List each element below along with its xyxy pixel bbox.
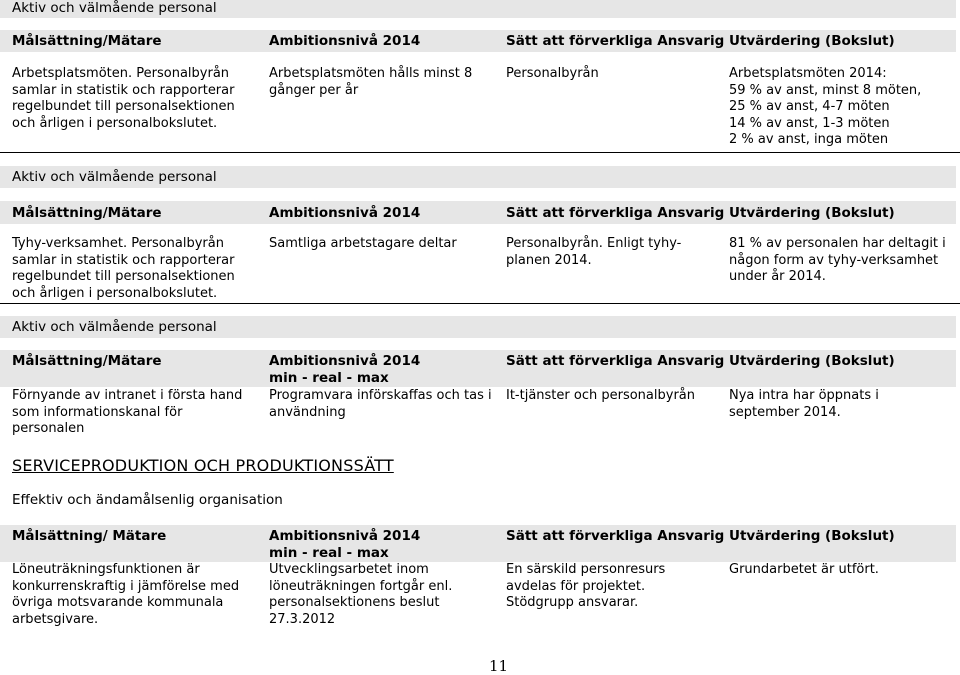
ambition-line: personalsektionens beslut <box>269 595 440 610</box>
row-goal: Arbetsplatsmöten. Personalbyrån samlar in statistik och rapporterar regelbundet till personalsektionen och årligen i personalbokslutet. <box>12 66 235 131</box>
row-eval <box>729 66 954 149</box>
section-title: Aktiv och välmående personal <box>12 169 217 185</box>
eval-line: 59 % av anst, minst 8 möten, <box>729 82 922 98</box>
eval-line: 25 % av anst, 4-7 möten <box>729 99 890 114</box>
header-ambition: Ambitionsnivå 2014 <box>269 528 421 544</box>
header-goal: Målsättning/Mätare <box>12 33 162 49</box>
header-eval: Utvärdering (Bokslut) <box>729 205 895 221</box>
page-title: SERVICEPRODUKTION OCH PRODUKTIONSSÄTT <box>12 456 394 475</box>
divider <box>0 152 960 153</box>
header-eval: Utvärdering (Bokslut) <box>729 353 895 369</box>
header-how: Sätt att förverkliga Ansvarig <box>506 353 725 369</box>
row-how: Personalbyrån <box>506 66 599 81</box>
section-title: Aktiv och välmående personal <box>12 319 217 335</box>
page-number: 11 <box>489 657 509 675</box>
ambition-line: 27.3.2012 <box>269 611 336 627</box>
section-subtitle: Effektiv och ändamålsenlig organisation <box>12 492 283 508</box>
header-eval: Utvärdering (Bokslut) <box>729 528 895 544</box>
row-eval: Nya intra har öppnats i september 2014. <box>729 388 879 420</box>
header-ambition: Ambitionsnivå 2014 <box>269 205 421 221</box>
eval-line: Arbetsplatsmöten 2014: <box>729 66 887 81</box>
row-eval: Grundarbetet är utfört. <box>729 562 879 577</box>
row-how: It-tjänster och personalbyrån <box>506 388 695 403</box>
row-how: En särskild personresurs avdelas för projektet. Stödgrupp ansvarar. <box>506 562 666 610</box>
row-goal: Tyhy-verksamhet. Personalbyrån samlar in statistik och rapporterar regelbundet till personalsektionen och årligen i personalbokslutet. <box>12 236 235 301</box>
header-goal: Målsättning/Mätare <box>12 353 162 369</box>
divider <box>0 303 960 304</box>
row-eval: 81 % av personalen har deltagit i någon form av tyhy-verksamhet under år 2014. <box>729 236 946 284</box>
row-goal: Löneuträkningsfunktionen är konkurrenskraftig i jämförelse med övriga motsvarande kommunala arbetsgivare. <box>12 562 240 627</box>
header-ambition: Ambitionsnivå 2014 <box>269 353 421 369</box>
section-title: Aktiv och välmående personal <box>12 0 217 16</box>
header-how: Sätt att förverkliga Ansvarig <box>506 205 725 221</box>
header-ambition-sub: min - real - max <box>269 370 389 386</box>
header-eval: Utvärdering (Bokslut) <box>729 33 895 49</box>
row-how: Personalbyrån. Enligt tyhy-planen 2014. <box>506 236 682 268</box>
header-how: Sätt att förverkliga Ansvarig <box>506 528 725 544</box>
header-ambition: Ambitionsnivå 2014 <box>269 33 421 49</box>
row-ambition <box>269 562 494 628</box>
header-ambition-sub: min - real - max <box>269 545 389 561</box>
row-ambition: Samtliga arbetstagare deltar <box>269 236 457 251</box>
row-ambition: Arbetsplatsmöten hålls minst 8 gånger per år <box>269 66 473 98</box>
header-goal: Målsättning/ Mätare <box>12 528 167 544</box>
header-goal: Målsättning/Mätare <box>12 205 162 221</box>
ambition-line: Utvecklingsarbetet inom löneuträkningen fortgår enl. <box>269 562 453 594</box>
eval-line: 14 % av anst, 1-3 möten <box>729 115 890 131</box>
row-ambition: Programvara införskaffas och tas i användning <box>269 388 492 420</box>
eval-line: 2 % av anst, inga möten <box>729 132 889 147</box>
header-how: Sätt att förverkliga Ansvarig <box>506 33 725 49</box>
row-goal: Förnyande av intranet i första hand som informationskanal för personalen <box>12 388 243 436</box>
